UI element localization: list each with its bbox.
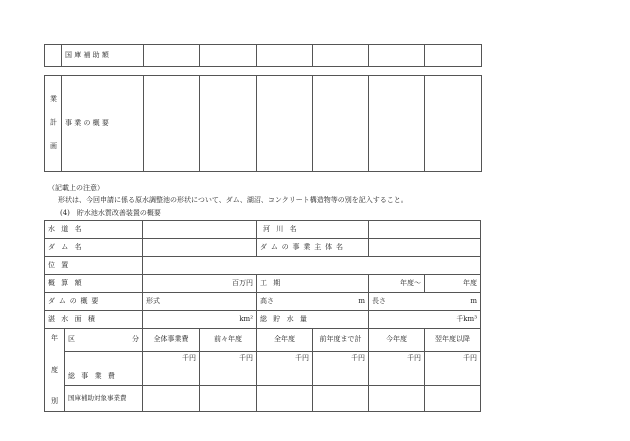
input-cell[interactable] xyxy=(313,45,369,67)
dam-operator-label: ダムの事業主体名 xyxy=(257,239,369,257)
total-project-cost-label: 総事業費 xyxy=(65,351,143,385)
input-cell[interactable] xyxy=(144,45,200,67)
header-all-years: 全年度 xyxy=(257,329,313,352)
input-cell[interactable] xyxy=(425,76,482,172)
year-to[interactable]: 年度 xyxy=(425,275,481,293)
yearly-side-2: 度 xyxy=(51,365,58,374)
dam-operator-value[interactable] xyxy=(369,239,481,257)
input-cell[interactable] xyxy=(369,76,425,172)
river-label: 河川名 xyxy=(257,221,369,239)
dam-name-label: ダム名 xyxy=(45,239,143,257)
project-overview-label: 事 業 の 概 要 xyxy=(62,76,144,172)
estimated-cost-unit[interactable]: 百万円 xyxy=(143,275,257,293)
input-cell[interactable] xyxy=(257,45,313,67)
location-value[interactable] xyxy=(143,257,481,275)
subsidy-cost-label: 国庫補助対象事業費 xyxy=(65,386,143,412)
location-label: 位置 xyxy=(45,257,143,275)
input-cell[interactable] xyxy=(144,76,200,172)
height-label: 高さ xyxy=(260,297,274,305)
blank-cell xyxy=(45,45,62,67)
project-plan-side-label: 業 計 画 xyxy=(45,76,62,172)
length-unit: m xyxy=(470,297,477,305)
water-area-label: 湛水面積 xyxy=(45,311,143,329)
estimated-cost-label: 概算額 xyxy=(45,275,143,293)
input-cell[interactable] xyxy=(143,386,200,412)
unit-cell[interactable]: 千円 xyxy=(200,351,257,385)
water-area-unit[interactable]: km² xyxy=(143,311,257,329)
dam-length-cell[interactable] xyxy=(369,293,481,311)
project-plan-table xyxy=(44,44,482,67)
header-next-year-onward: 翌年度以降 xyxy=(425,329,481,352)
section-title: (4) 貯水池水質改善装置の概要 xyxy=(60,209,161,217)
input-cell[interactable] xyxy=(200,76,257,172)
input-cell[interactable] xyxy=(369,45,425,67)
dam-overview-label: ダムの概要 xyxy=(45,293,143,311)
category-header: 区 分 xyxy=(65,329,143,352)
height-unit: m xyxy=(358,297,365,305)
water-supply-label: 水道名 xyxy=(45,221,143,239)
input-cell[interactable] xyxy=(257,76,313,172)
total-storage-label: 総貯水量 xyxy=(257,311,369,329)
header-total-cost: 全体事業費 xyxy=(143,329,200,352)
construction-period-label: 工期 xyxy=(257,275,369,293)
form-label: 形式 xyxy=(146,297,160,305)
project-plan-table-2 xyxy=(44,75,482,172)
input-cell[interactable] xyxy=(200,45,257,67)
header-this-year: 今年度 xyxy=(369,329,425,352)
notes-line: 形状は、今回申請に係る原水調整池の形状について、ダム、湖沼、コンクリート構造物等の別を記入すること。 xyxy=(58,196,408,204)
input-cell[interactable] xyxy=(313,76,369,172)
input-cell[interactable] xyxy=(200,386,257,412)
yearly-side-3: 別 xyxy=(51,397,58,405)
unit-cell[interactable]: 千円 xyxy=(143,351,200,385)
notes-heading: （記載上の注意） xyxy=(48,184,104,192)
dam-form-cell[interactable] xyxy=(143,293,257,311)
unit-cell[interactable]: 千円 xyxy=(257,351,313,385)
yearly-side-1: 年 xyxy=(51,334,58,342)
total-storage-unit[interactable]: 千km³ xyxy=(369,311,481,329)
water-supply-value[interactable] xyxy=(143,221,257,239)
input-cell[interactable] xyxy=(369,386,425,412)
input-cell[interactable] xyxy=(425,45,482,67)
dam-name-value[interactable] xyxy=(143,239,257,257)
subsidy-amount-label: 国 庫 補 助 額 xyxy=(62,45,144,67)
unit-cell[interactable]: 千円 xyxy=(425,351,481,385)
header-year-before-last: 前々年度 xyxy=(200,329,257,352)
header-through-last-year: 前年度まで計 xyxy=(313,329,369,352)
dam-height-cell[interactable] xyxy=(257,293,369,311)
unit-cell[interactable]: 千円 xyxy=(313,351,369,385)
yearly-side-label xyxy=(45,329,65,412)
river-value[interactable] xyxy=(369,221,481,239)
unit-cell[interactable]: 千円 xyxy=(369,351,425,385)
input-cell[interactable] xyxy=(313,386,369,412)
input-cell[interactable] xyxy=(425,386,481,412)
year-from[interactable]: 年度～ xyxy=(369,275,425,293)
length-label: 長さ xyxy=(372,297,386,305)
input-cell[interactable] xyxy=(257,386,313,412)
reservoir-device-table xyxy=(44,220,481,412)
